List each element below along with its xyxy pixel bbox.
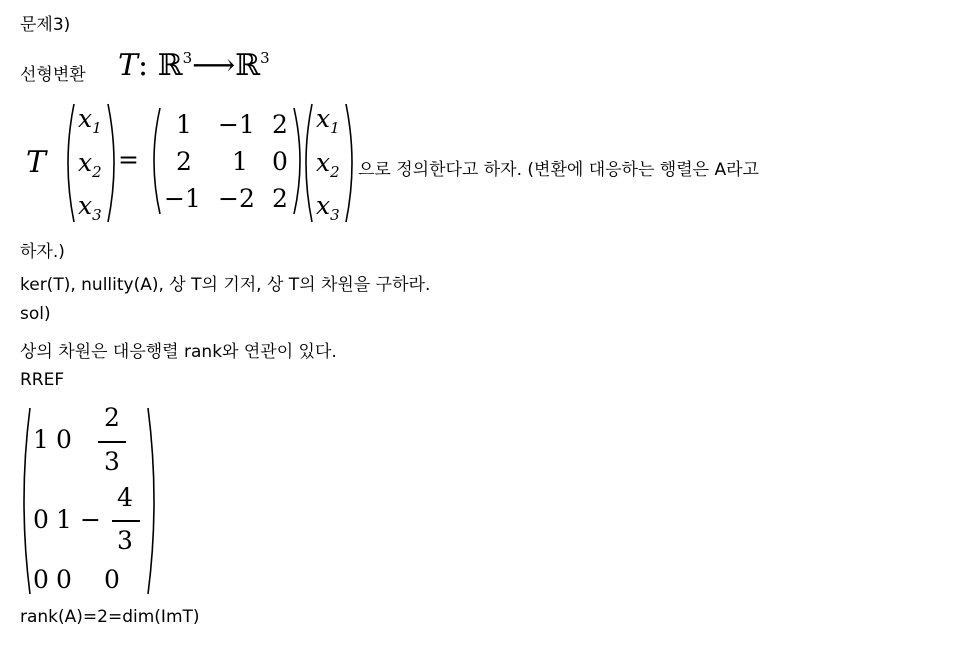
rref-entry: 0 — [104, 565, 120, 594]
rref-entry: 0 — [33, 505, 49, 534]
sol-label: sol) — [20, 304, 51, 324]
codomain-symbol: ℝ — [235, 48, 261, 83]
domain-symbol: ℝ — [157, 48, 183, 83]
matrix-entry: 1 — [176, 110, 192, 139]
conclusion-text: rank(A)=2=dim(ImT) — [20, 607, 200, 627]
definition-T: T — [26, 145, 47, 180]
rref-fraction-bar — [98, 441, 126, 443]
matrix-entry: 2 — [272, 184, 288, 213]
arrow-symbol: ⟶ — [192, 48, 236, 83]
vector-entry-3: $x_3$ — [316, 191, 340, 224]
rref-fraction-numerator: 4 — [117, 483, 133, 512]
rref-fraction-numerator: 2 — [104, 403, 120, 432]
rref-fraction-denominator: 3 — [117, 526, 133, 555]
problem-title: 문제3) — [20, 15, 71, 35]
rref-entry: 0 — [56, 565, 72, 594]
question-text: ker(T), nullity(A), 상 T의 기저, 상 T의 차원을 구하라. — [20, 275, 431, 295]
rref-entry: 1 — [33, 425, 49, 454]
vector-entry-1: $x_1$ — [78, 104, 102, 137]
rref-fraction-bar — [112, 520, 140, 522]
rref-entry: 0 — [33, 565, 49, 594]
linear-map-formula — [118, 48, 270, 83]
vector-entry-3: $x_3$ — [78, 191, 102, 224]
matrix-entry: −1 — [164, 184, 201, 213]
rref-entry: 0 — [56, 425, 72, 454]
matrix-entry: −2 — [218, 184, 255, 213]
definition-suffix: 으로 정의한다고 하자. (변환에 대응하는 행렬은 A라고 — [358, 160, 759, 180]
matrix-entry: 2 — [176, 147, 192, 176]
definition-continuation: 하자.) — [20, 242, 65, 262]
equals-sign: = — [118, 145, 139, 174]
matrix-entry: 2 — [272, 110, 288, 139]
rref-fraction-denominator: 3 — [104, 447, 120, 476]
codomain-exponent: 3 — [260, 49, 270, 67]
domain-exponent: 3 — [182, 49, 193, 67]
map-symbol: T — [118, 48, 139, 83]
matrix-entry: −1 — [218, 110, 255, 139]
vector-entry-1: $x_1$ — [316, 104, 340, 137]
rref-entry: 1 — [56, 505, 72, 534]
remark-text: 상의 차원은 대응행렬 rank와 연관이 있다. — [20, 342, 337, 362]
rref-sign: − — [80, 505, 101, 534]
linear-map-label: 선형변환 — [20, 65, 86, 85]
matrix-entry: 1 — [232, 147, 248, 176]
rref-label: RREF — [20, 370, 65, 390]
vector-entry-2: $x_2$ — [316, 148, 340, 181]
map-colon: : — [138, 48, 149, 83]
vector-entry-2: $x_2$ — [78, 148, 102, 181]
matrix-entry: 0 — [272, 147, 288, 176]
